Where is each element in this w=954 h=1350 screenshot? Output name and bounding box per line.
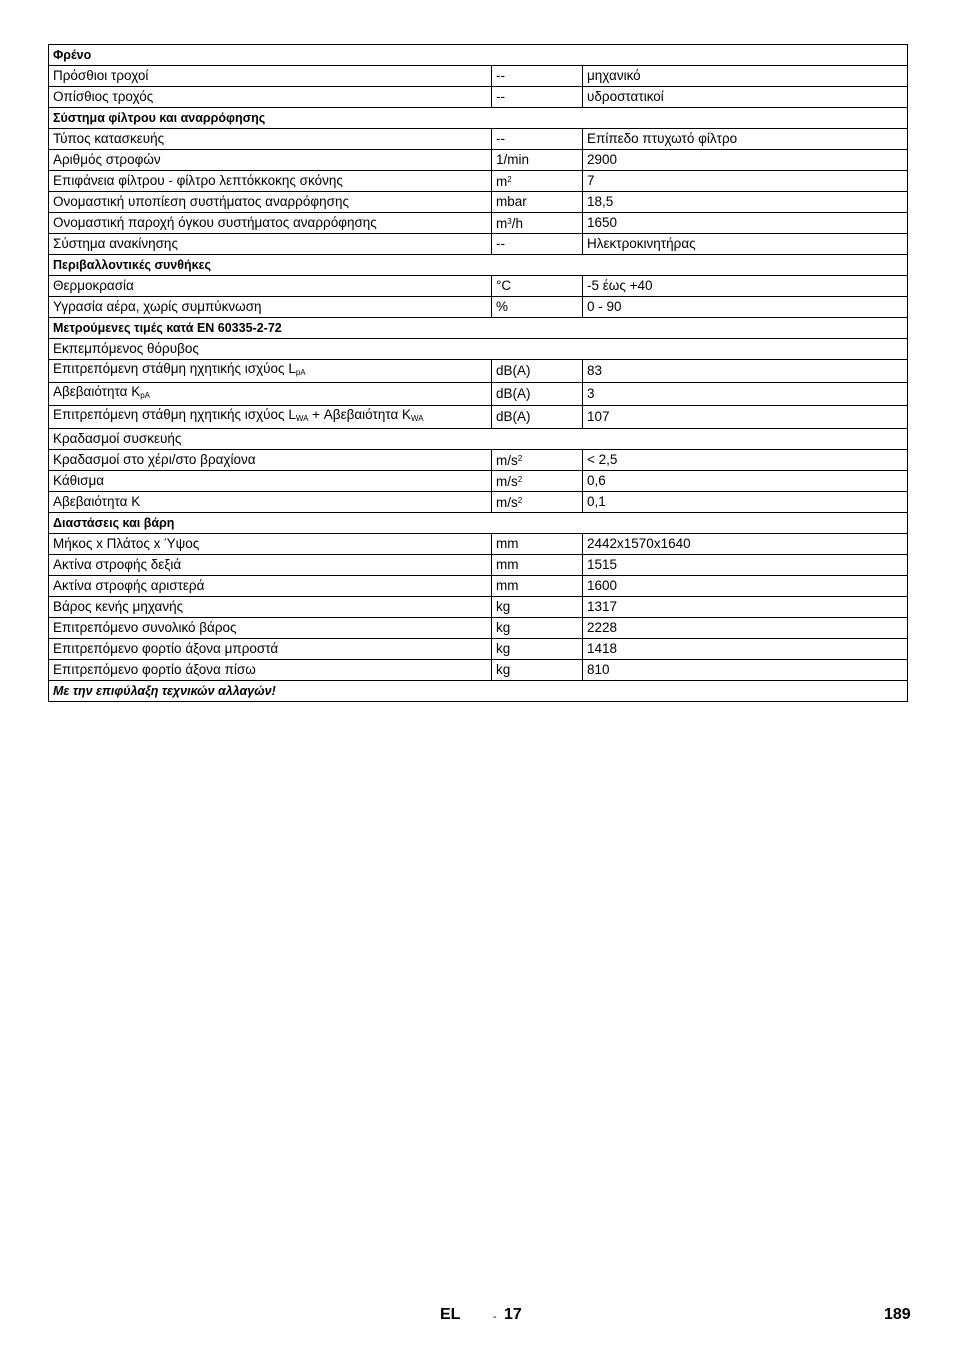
table-row (49, 87, 908, 108)
row-label-text: Ονομαστική υποπίεση συστήματος αναρρόφησης (53, 194, 349, 209)
row-value: 107 (583, 406, 908, 429)
row-label-subscript: pA (140, 391, 151, 400)
row-unit (492, 213, 583, 234)
section-header-row (49, 255, 908, 276)
row-label (49, 192, 492, 213)
table-row (49, 276, 908, 297)
row-unit (492, 129, 583, 150)
row-label (49, 639, 492, 660)
row-unit-text: kg (496, 641, 511, 656)
footer-page-number: 189 (884, 1306, 911, 1323)
row-label (49, 129, 492, 150)
row-label (49, 450, 492, 471)
section-header-row (49, 45, 908, 66)
row-unit-text: -- (496, 131, 505, 146)
row-label (49, 492, 492, 513)
row-label-text: Επιτρεπόμενο φορτίο άξονα μπροστά (53, 641, 279, 656)
table-row (49, 406, 908, 429)
note-row (49, 681, 908, 702)
technical-data-body (49, 45, 908, 702)
row-label (49, 360, 492, 383)
row-unit (492, 450, 583, 471)
table-row (49, 213, 908, 234)
row-unit (492, 360, 583, 383)
row-label-text-2: + Αβεβαιότητα K (308, 407, 412, 422)
table-row (49, 192, 908, 213)
table-row (49, 576, 908, 597)
technical-data-table (48, 44, 908, 702)
row-unit-text: kg (496, 662, 511, 677)
row-value: 1418 (583, 639, 908, 660)
row-label (49, 339, 908, 360)
row-label (49, 150, 492, 171)
row-label (49, 276, 492, 297)
row-label (49, 429, 908, 450)
row-label (49, 597, 492, 618)
row-value: 3 (583, 383, 908, 406)
section-title: Περιβαλλοντικές συνθήκες (49, 255, 908, 276)
table-row (49, 597, 908, 618)
row-unit (492, 192, 583, 213)
row-label-text: Ακτίνα στροφής αριστερά (53, 578, 205, 593)
row-unit (492, 276, 583, 297)
row-value: < 2,5 (583, 450, 908, 471)
row-label (49, 618, 492, 639)
row-value: 810 (583, 660, 908, 681)
row-label-text: Επιφάνεια φίλτρου - φίλτρο λεπτόκκοκης σκόνης (53, 173, 343, 188)
table-row (49, 492, 908, 513)
row-label (49, 660, 492, 681)
row-label-subscript: pA (295, 368, 306, 377)
row-unit-text: mm (496, 557, 519, 572)
row-unit-text: m/s (496, 495, 518, 510)
row-label-text: Ονομαστική παροχή όγκου συστήματος αναρρόφησης (53, 215, 377, 230)
row-unit-text: kg (496, 599, 511, 614)
row-value: 1600 (583, 576, 908, 597)
row-unit-superscript: 2 (507, 175, 512, 184)
row-value: 2228 (583, 618, 908, 639)
row-label-text: Επιτρεπόμενο φορτίο άξονα πίσω (53, 662, 256, 677)
row-label-text: Θερμοκρασία (53, 278, 134, 293)
footer-section-page: 17 (504, 1306, 522, 1323)
row-label-text: Επιτρεπόμενη στάθμη ηχητικής ισχύος L (53, 361, 296, 376)
table-row (49, 66, 908, 87)
row-unit (492, 150, 583, 171)
row-unit-text: -- (496, 89, 505, 104)
row-label (49, 555, 492, 576)
row-label (49, 234, 492, 255)
table-row (49, 171, 908, 192)
table-row (49, 383, 908, 406)
row-label-text: Σύστημα ανακίνησης (53, 236, 178, 251)
row-label-text: Κραδασμοί συσκευής (53, 431, 182, 446)
row-unit-text: mm (496, 536, 519, 551)
row-unit (492, 492, 583, 513)
table-row (49, 360, 908, 383)
row-unit (492, 534, 583, 555)
row-unit-text: m/s (496, 453, 518, 468)
row-unit-text: m (496, 174, 508, 189)
section-title: Φρένο (49, 45, 908, 66)
row-label (49, 87, 492, 108)
row-label (49, 66, 492, 87)
row-unit (492, 618, 583, 639)
table-row (49, 429, 908, 450)
row-value: μηχανικό (583, 66, 908, 87)
table-row (49, 129, 908, 150)
row-label (49, 471, 492, 492)
row-label-text: Εκπεμπόμενος θόρυβος (53, 341, 199, 356)
row-value: υδροστατικοί (583, 87, 908, 108)
row-label-text: Αβεβαιότητα K (53, 384, 141, 399)
row-label-subscript: WA (295, 414, 309, 423)
row-unit (492, 87, 583, 108)
row-unit (492, 597, 583, 618)
row-label-text: Ακτίνα στροφής δεξιά (53, 557, 182, 572)
row-label-text: Κραδασμοί στο χέρι/στο βραχίονα (53, 452, 256, 467)
row-value: Ηλεκτροκινητήρας (583, 234, 908, 255)
row-label-text: Επιτρεπόμενη στάθμη ηχητικής ισχύος L (53, 407, 296, 422)
table-row (49, 618, 908, 639)
row-unit (492, 383, 583, 406)
section-title: Διαστάσεις και βάρη (49, 513, 908, 534)
row-unit-text: dB(A) (496, 386, 531, 401)
row-value: 0,6 (583, 471, 908, 492)
row-unit-text: % (496, 299, 509, 314)
row-label (49, 383, 492, 406)
row-label-text: Αβεβαιότητα K (53, 494, 141, 509)
row-label (49, 213, 492, 234)
row-value: 2900 (583, 150, 908, 171)
row-value: 1650 (583, 213, 908, 234)
row-label (49, 171, 492, 192)
table-row (49, 339, 908, 360)
row-label-text: Υγρασία αέρα, χωρίς συμπύκνωση (53, 299, 262, 314)
row-unit (492, 66, 583, 87)
row-label (49, 297, 492, 318)
row-label-text: Κάθισμα (53, 473, 105, 488)
section-title: Σύστημα φίλτρου και αναρρόφησης (49, 108, 908, 129)
row-value: 1515 (583, 555, 908, 576)
table-row (49, 150, 908, 171)
row-label-text: Οπίσθιος τροχός (53, 89, 154, 104)
footer-language: EL (440, 1306, 461, 1323)
row-unit (492, 639, 583, 660)
row-unit (492, 297, 583, 318)
row-unit (492, 406, 583, 429)
row-unit-text: -- (496, 236, 505, 251)
table-row (49, 660, 908, 681)
row-unit (492, 234, 583, 255)
row-unit-text: kg (496, 620, 511, 635)
row-value: Επίπεδο πτυχωτό φίλτρο (583, 129, 908, 150)
row-label-text: Πρόσθιοι τροχοί (53, 68, 149, 83)
row-label (49, 406, 492, 429)
row-value: 1317 (583, 597, 908, 618)
row-unit (492, 555, 583, 576)
row-label-subscript-2: WA (411, 414, 424, 423)
section-header-row (49, 513, 908, 534)
row-unit (492, 171, 583, 192)
row-label-text: Επιτρεπόμενο συνολικό βάρος (53, 620, 237, 635)
section-header-row (49, 318, 908, 339)
row-value: 0 - 90 (583, 297, 908, 318)
row-value: 0,1 (583, 492, 908, 513)
row-unit-superscript: 2 (517, 496, 523, 505)
section-title: Μετρούμενες τιμές κατά EN 60335-2-72 (49, 318, 908, 339)
row-unit-text: 1/min (496, 152, 530, 167)
row-unit-text: m (496, 216, 508, 231)
row-unit-superscript: 3 (507, 217, 512, 226)
table-row (49, 555, 908, 576)
table-row (49, 471, 908, 492)
section-header-row (49, 108, 908, 129)
row-label-text: Αριθμός στροφών (53, 152, 161, 167)
row-unit (492, 660, 583, 681)
row-unit-text: m/s (496, 474, 518, 489)
row-unit (492, 576, 583, 597)
table-row (49, 450, 908, 471)
row-unit-text: mm (496, 578, 519, 593)
table-row (49, 639, 908, 660)
row-unit-text: dB(A) (496, 409, 531, 424)
row-unit-text: -- (496, 68, 505, 83)
row-label (49, 534, 492, 555)
row-unit-text: mbar (496, 194, 527, 209)
row-unit-text: °C (496, 278, 512, 293)
row-unit (492, 471, 583, 492)
table-row (49, 534, 908, 555)
row-unit-text: dB(A) (496, 363, 531, 378)
row-value: 2442x1570x1640 (583, 534, 908, 555)
technical-changes-note: Με την επιφύλαξη τεχνικών αλλαγών! (49, 681, 908, 702)
row-unit-superscript: 2 (517, 454, 523, 463)
row-value: 7 (583, 171, 908, 192)
row-value: 83 (583, 360, 908, 383)
row-label (49, 576, 492, 597)
row-value: -5 έως +40 (583, 276, 908, 297)
row-value: 18,5 (583, 192, 908, 213)
table-row (49, 234, 908, 255)
row-label-text: Βάρος κενής μηχανής (53, 599, 184, 614)
row-label-text: Τύπος κατασκευής (53, 131, 165, 146)
row-unit-suffix: /h (511, 216, 523, 231)
footer-dash: - (493, 1311, 497, 1323)
row-unit-superscript: 2 (517, 475, 523, 484)
table-row (49, 297, 908, 318)
row-label-text: Μήκος x Πλάτος x Ύψος (53, 536, 200, 551)
